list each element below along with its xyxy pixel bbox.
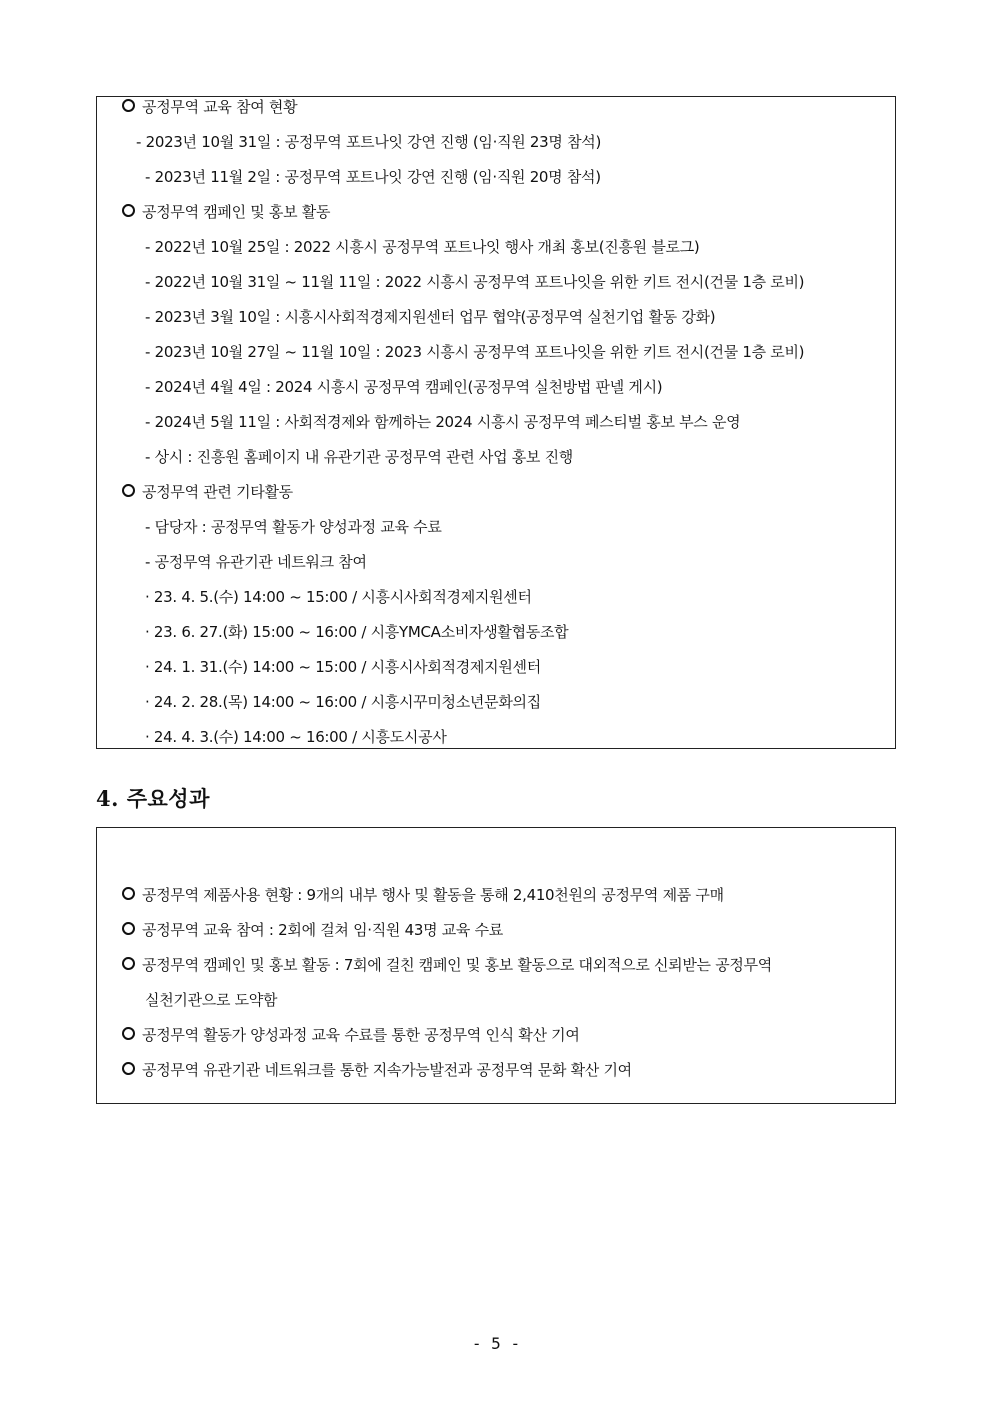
result-item [122,955,772,975]
list-item: - 상시 : 진흥원 홈페이지 내 유관기관 공정무역 관련 사업 홍보 진행 [145,448,573,466]
result-text: 공정무역 캠페인 및 홍보 활동 : 7회에 걸친 캠페인 및 홍보 활동으로 대외적으로 신뢰받는 공정무역 [142,956,772,974]
circle-bullet-icon [122,887,135,900]
heading-other-activities [122,482,293,502]
result-item [122,920,503,940]
circle-bullet-icon [122,484,135,497]
result-text: 공정무역 활동가 양성과정 교육 수료를 통한 공정무역 인식 확산 기여 [142,1026,580,1044]
list-item: - 2024년 4월 4일 : 2024 시흥시 공정무역 캠페인(공정무역 실천방법 판넬 게시) [145,378,663,396]
list-item: - 공정무역 유관기관 네트워크 참여 [145,553,367,571]
list-item: · 23. 4. 5.(수) 14:00 ~ 15:00 / 시흥시사회적경제지원센터 [145,588,532,606]
circle-bullet-icon [122,1062,135,1075]
heading-education-participation [122,97,297,117]
result-item [122,885,724,905]
list-item: · 24. 1. 31.(수) 14:00 ~ 15:00 / 시흥시사회적경제지원센터 [145,658,541,676]
list-item: - 2023년 3월 10일 : 시흥시사회적경제지원센터 업무 협약(공정무역 실천기업 활동 강화) [145,308,716,326]
list-item: · 24. 4. 3.(수) 14:00 ~ 16:00 / 시흥도시공사 [145,728,447,746]
list-item: · 24. 2. 28.(목) 14:00 ~ 16:00 / 시흥시꾸미청소년문화의집 [145,693,541,711]
heading-text: 공정무역 캠페인 및 홍보 활동 [142,203,331,221]
list-item: - 2023년 10월 31일 : 공정무역 포트나잇 강연 진행 (임·직원 23명 참석) [136,133,602,151]
list-item: - 2022년 10월 25일 : 2022 시흥시 공정무역 포트나잇 행사 개최 홍보(진흥원 블로그) [145,238,700,256]
result-item [122,1025,580,1045]
heading-text: 공정무역 교육 참여 현황 [142,98,298,116]
result-text: 공정무역 유관기관 네트워크를 통한 지속가능발전과 공정무역 문화 확산 기여 [142,1061,632,1079]
heading-campaign-promotion [122,202,330,222]
circle-bullet-icon [122,957,135,970]
list-item: - 2024년 5월 11일 : 사회적경제와 함께하는 2024 시흥시 공정무역 페스티벌 홍보 부스 운영 [145,413,741,431]
circle-bullet-icon [122,1027,135,1040]
circle-bullet-icon [122,922,135,935]
circle-bullet-icon [122,99,135,112]
page-number: - 5 - [471,1334,521,1353]
circle-bullet-icon [122,204,135,217]
section-title: 4. 주요성과 [96,786,210,811]
list-item: - 2023년 10월 27일 ~ 11월 10일 : 2023 시흥시 공정무역 포트나잇을 위한 키트 전시(건물 1층 로비) [145,343,805,361]
result-item [122,1060,632,1080]
list-item: - 담당자 : 공정무역 활동가 양성과정 교육 수료 [145,518,442,536]
list-item: - 2023년 11월 2일 : 공정무역 포트나잇 강연 진행 (임·직원 20명 참석) [145,168,601,186]
heading-text: 공정무역 관련 기타활동 [142,483,293,501]
list-item: · 23. 6. 27.(화) 15:00 ~ 16:00 / 시흥YMCA소비자생활협동조합 [145,623,569,641]
result-item-continuation: 실천기관으로 도약함 [145,991,278,1009]
result-text: 공정무역 교육 참여 : 2회에 걸쳐 임·직원 43명 교육 수료 [142,921,503,939]
list-item: - 2022년 10월 31일 ~ 11월 11일 : 2022 시흥시 공정무역 포트나잇을 위한 키트 전시(건물 1층 로비) [145,273,805,291]
result-text: 공정무역 제품사용 현황 : 9개의 내부 행사 및 활동을 통해 2,410천원의 공정무역 제품 구매 [142,886,724,904]
